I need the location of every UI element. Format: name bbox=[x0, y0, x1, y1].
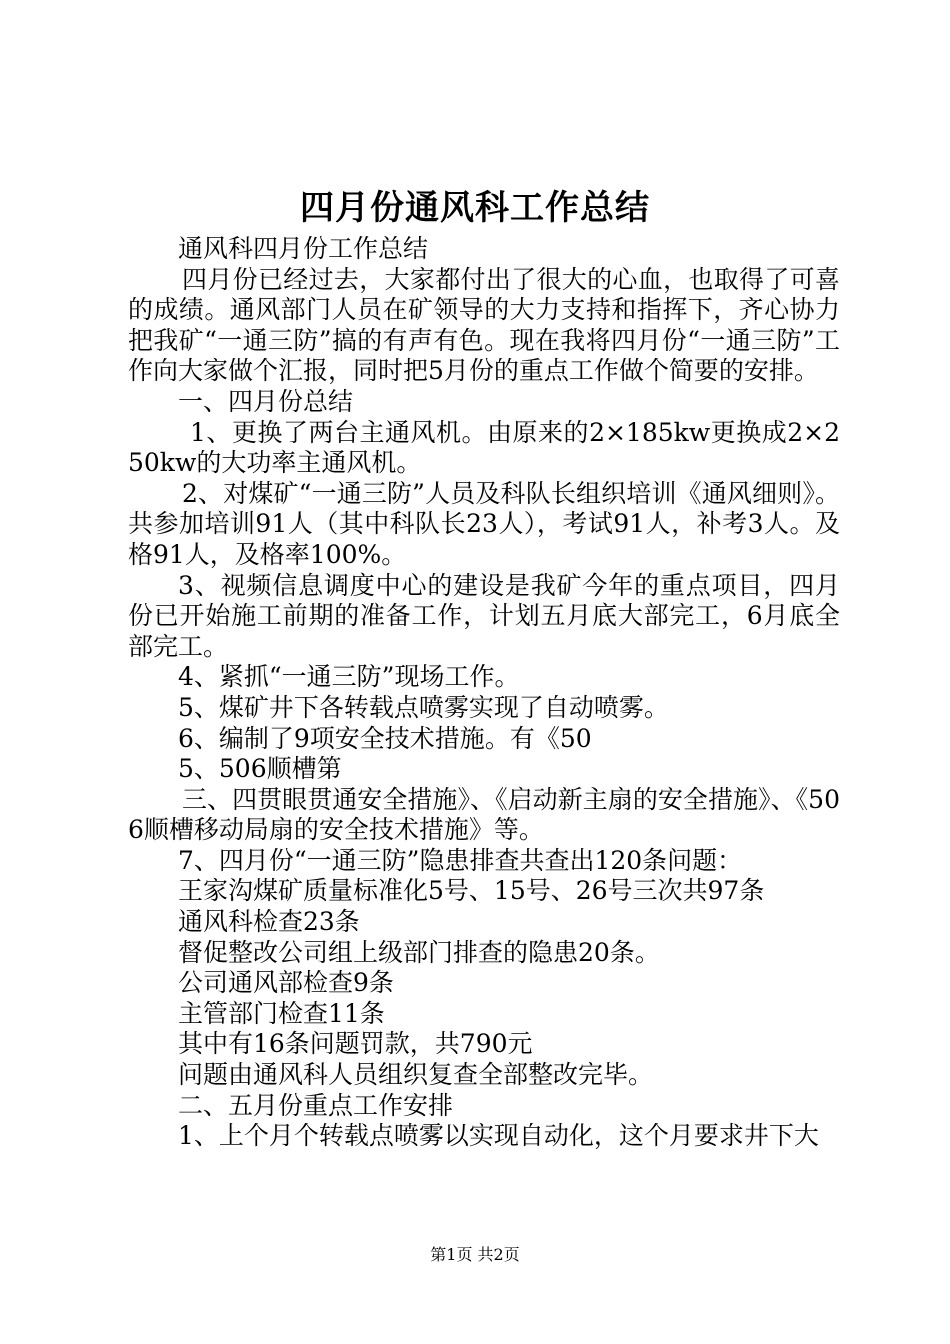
paragraph-fines: 其中有16条问题罚款，共790元 bbox=[178, 1029, 533, 1059]
paragraph-item-3: 3、视频信息调度中心的建设是我矿今年的重点项目，四月份已开始施工前期的准备工作，计划五月底大部完工，6月底全部完工。 bbox=[128, 570, 840, 661]
paragraph-check-company: 公司通风部检查9条 bbox=[178, 968, 394, 998]
paragraph-item-6-measures: 三、四贯眼贯通安全措施》、《启动新主扇的安全措施》、《506顺槽移动局扇的安全技术措施》等。 bbox=[128, 784, 840, 845]
paragraph-item-5: 5、煤矿井下各转载点喷雾实现了自动喷雾。 bbox=[178, 692, 669, 722]
paragraph-check-authority: 主管部门检查11条 bbox=[178, 998, 385, 1028]
paragraph-item-7: 7、四月份“一通三防”隐患排查共查出120条问题： bbox=[178, 845, 743, 875]
document-title: 四月份通风科工作总结 bbox=[300, 188, 650, 228]
paragraph-rectification: 问题由通风科人员组织复查全部整改完毕。 bbox=[178, 1060, 654, 1090]
section-heading-may-plan: 二、五月份重点工作安排 bbox=[178, 1090, 454, 1120]
paragraph-item-4: 4、紧抓“一通三防”现场工作。 bbox=[178, 662, 520, 692]
paragraph-may-item-1: 1、上个月个转载点喷雾以实现自动化，这个月要求井下大 bbox=[178, 1121, 819, 1151]
paragraph-check-wangjiagou: 王家沟煤矿质量标准化5号、15号、26号三次共97条 bbox=[178, 876, 765, 906]
paragraph-subtitle: 通风科四月份工作总结 bbox=[178, 234, 429, 263]
paragraph-item-1: 1、更换了两台主通风机。由原来的2×185kw更换成2×250kw的大功率主通风机。 bbox=[128, 417, 840, 478]
paragraph-intro: 四月份已经过去，大家都付出了很大的心血，也取得了可喜的成绩。通风部门人员在矿领导的大力支持和指挥下，齐心协力把我矿“一通三防”搞的有声有色。现在我将四月份“一通三防”工作向大家做个汇报，同时把5月份的重点工作做个简要的安排。 bbox=[128, 264, 840, 386]
paragraph-item-2: 2、对煤矿“一通三防”人员及科队长组织培训《通风细则》。共参加培训91人（其中科队长23人），考试91人，补考3人。及格91人，及格率100%。 bbox=[128, 478, 840, 569]
paragraph-check-superior: 督促整改公司组上级部门排查的隐患20条。 bbox=[178, 937, 660, 967]
paragraph-item-6-fragment: 5、506顺槽第 bbox=[178, 754, 342, 784]
paragraph-check-ventilation-dept: 通风科检查23条 bbox=[178, 907, 360, 937]
paragraph-item-6: 6、编制了9项安全技术措施。有《50 bbox=[178, 723, 592, 753]
section-heading-april-summary: 一、四月份总结 bbox=[178, 386, 354, 416]
page-footer: 第1页 共2页 bbox=[430, 1245, 520, 1264]
document-body bbox=[128, 234, 840, 1152]
